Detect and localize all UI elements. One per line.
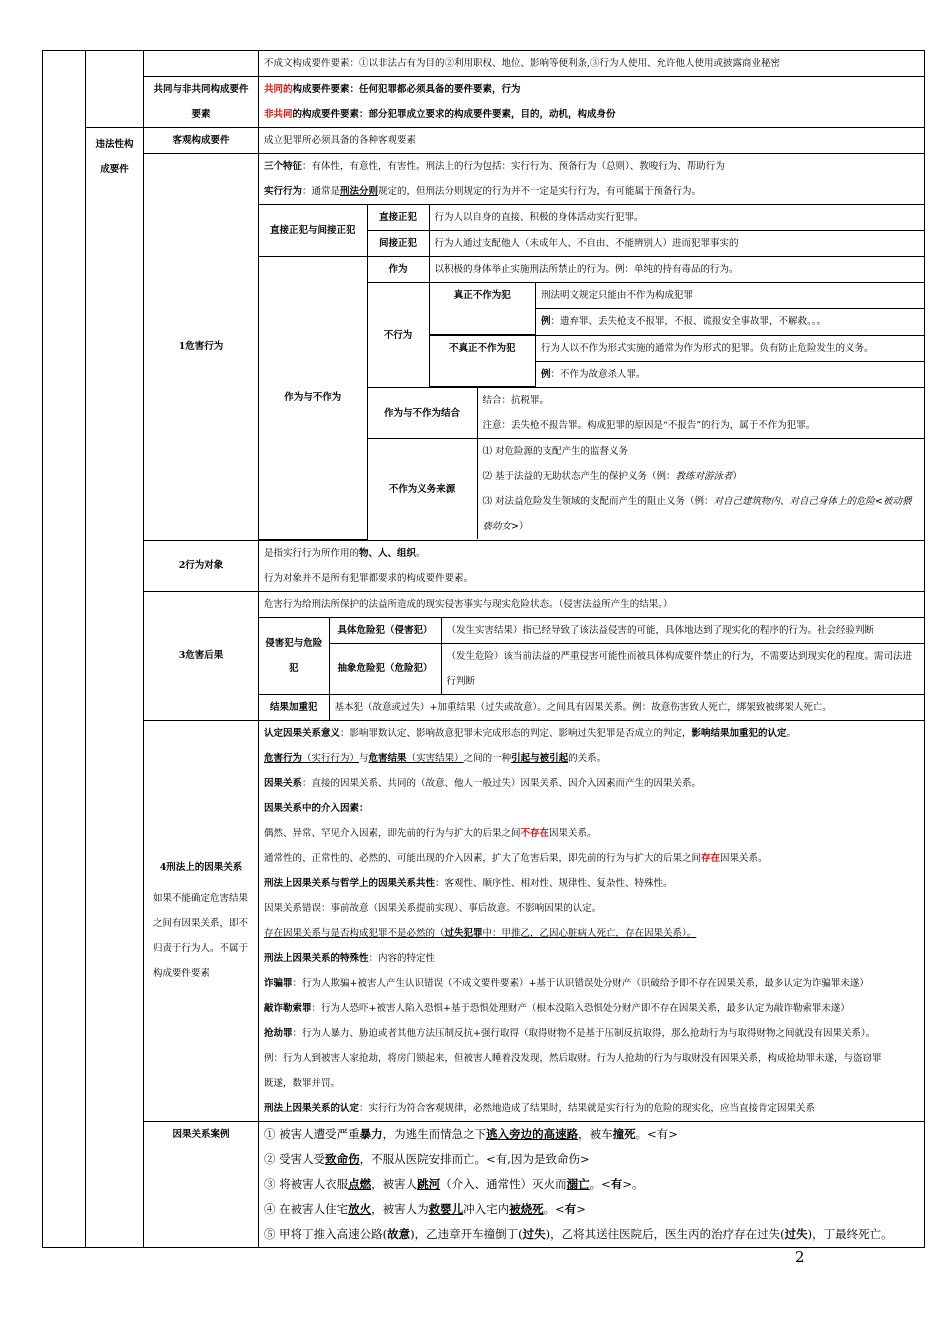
- false-omission-text: 行为人以不作为形式实施的通常为作为形式的犯罪。负有防止危险发生的义务。: [536, 336, 925, 362]
- row-three-features: 1危害行为 三个特征：有体性，有意性，有害性。刑法上的行为包括：实行行为、预备行为（总则）、教唆行为、帮助行为 实行行为：通常是刑法分则规定的，但刑法分则规定的行为并不一定是实行行为，有可能属于预备行为。: [43, 154, 925, 205]
- combo-line-2: 注意：丢失枪不报告罪。构成犯罪的原因是“不报告”的行为，属于不作为犯罪。: [482, 420, 816, 431]
- abstract-danger-label: 抽象危险犯（危险犯）: [329, 643, 441, 694]
- outer-col-2: [86, 51, 144, 128]
- cases-label: 因果关系案例: [144, 1121, 259, 1247]
- aggravated-label: 结果加重犯: [259, 694, 329, 720]
- concrete-danger-label: 具体危险犯（侵害犯）: [329, 617, 441, 643]
- direct-perpetrator-text: 行为人以自身的直接、积极的身体活动实行犯罪。: [429, 205, 924, 231]
- objective-elements-label: 客观构成要件: [144, 128, 259, 154]
- row-harm-result: [43, 591, 925, 720]
- row-unwritten-elements: [43, 51, 925, 77]
- combo-line-1: 结合：抗税罪。: [482, 395, 550, 406]
- duty-source-label: 不作为义务来源: [367, 439, 477, 540]
- causality-label: 4刑法上的因果关系: [159, 862, 243, 873]
- row-common-elements: 共同与非共同构成要件要素 共同的构成要件要素：任何犯罪都必须具备的要件要素，行为 非共同的构成要件要素：部分犯罪成立要求的构成要件要素，目的，动机，构成身份: [43, 77, 925, 128]
- harm-result-label: 3危害后果: [144, 591, 259, 720]
- aggravated-text: 基本犯（故意或过失）+加重结果（过失或故意）。之间具有因果关系。例：故意伤害致人死亡，绑架致被绑架人死亡。: [329, 694, 924, 720]
- common-elements-label: 共同与非共同构成要件要素: [144, 77, 259, 128]
- act-omission-label: 作为与不作为: [259, 257, 367, 540]
- true-omission-text: 刑法明文规定只能由不作为构成犯罪: [536, 283, 925, 309]
- indirect-perpetrator-label: 间接正犯: [367, 231, 429, 257]
- unwritten-elements-text: 不成文构成要件要素：①以非法占有为目的②利用职权、地位、影响等便利条,③行为人使用、允许他人使用或披露商业秘密: [259, 51, 925, 77]
- row-causality-cases: 因果关系案例 ① 被害人遭受严重暴力，为逃生而情急之下逃入旁边的高速路，被车撞死。<有> ② 受害人受致命伤，不服从医院安排而亡。<有,因为是致命伤> ③ 将被害人衣服点燃，被害人跳河（介入、通常性）灭火而溺亡。<有>。 ④ 在被害人住宅放火，被害人为救婴儿冲入宅内被烧死。<有> ⑤ 甲将丁推入高速公路(故意)，乙违章开车撞倒丁(过失)，乙将其送往医院后，医生丙的治疗存在过失(过失)，丁最终死亡。: [43, 1121, 925, 1247]
- outer-col-1: [43, 51, 86, 1248]
- causality-note: 如果不能确定危害结果之间有因果关系，即不归责于行为人。不属于构成要件要素: [153, 893, 249, 979]
- page-number: 2: [795, 1248, 805, 1266]
- abstract-danger-text: （发生危险）该当前法益的严重侵害可能性而被具体构成要件禁止的行为，不需要达到现实化的程度。需司法进行判断: [441, 643, 924, 694]
- true-omission-example: ：遗弃罪、丢失枪支不报罪，不报、谎报安全事故罪，不解救。。。: [550, 316, 827, 327]
- harm-result-definition: 危害行为给刑法所保护的法益所造成的现实侵害事实与现实危险状态。（侵害法益所产生的结果。）: [259, 592, 924, 618]
- criminal-law-table: [42, 50, 925, 1248]
- row-causality: 4刑法上的因果关系 如果不能确定危害结果之间有因果关系，即不归责于行为人。不属于构成要件要素 认定因果关系意义：影响罪数认定、影响故意犯罪未完成形态的判定、影响过失犯罪是否成立的判定，影响结果加重犯的认定。 危害行为（实行行为）与危害结果（实害结果）之间的一种引起与被引起的关系。 因果关系：直接的因果关系、共同的（故意、他人一般过失）因果关系、因介入因素而产生的因果关系。 因果关系中的介入因素： 偶然、异常、罕见介入因素，即先前的行为与扩大的后果之间不存在因果关系。 通常性的、正常性的、必然的、可能出现的介入因素，扩大了危害后果，即先前的行为与扩大的后果之间存在因果关系。 刑法上因果关系与哲学上的因果关系共性：客观性、顺序性、相对性、规律性、复杂性、特殊性。 因果关系错误：事前故意（因果关系提前实现）、事后故意。不影响因果的认定。 存在因果关系与是否构成犯罪不是必然的（过失犯罪中：甲推乙，乙因心脏病人死亡，存在因果关系）。 刑法上因果关系的特殊性：内容的特定性 诈骗罪：行为人欺骗+被害人产生认识错误（不成文要件要素）+基于认识错误处分财产（识破给予即不存在因果关系，最多认定为诈骗罪未遂） 敲诈勒索罪：行为人恐吓+被害人陷入恐惧+基于恐惧处理财产（根本没陷入恐惧处分财产即不存在因果关系，最多认定为敲诈勒索罪未遂） 抢劫罪：行为人暴力、胁迫或者其他方法压制反抗+强行取得（取得财物不是基于压制反抗取得，那么抢劫行为与取得财物之间就没有因果关系）。 例：行为人到被害人家抢劫，将房门锁起来，但被害人睡着没发现，然后取财。行为人抢劫的行为与取财没有因果关系，构成抢劫罪未遂，与盗窃罪 既遂，数罪并罚。 刑法上因果关系的认定：实行行为符合客观规律，必然地造成了结果时，结果就是实行行为的危险的现实化，应当直接肯定因果关系: [43, 720, 925, 1121]
- harm-danger-label: 侵害犯与危险犯: [259, 617, 329, 694]
- act-object-label: 2行为对象: [144, 540, 259, 591]
- act-text: 以积极的身体举止实施刑法所禁止的行为。例：单纯的持有毒品的行为。: [429, 257, 924, 283]
- direct-indirect-label: 直接正犯与间接正犯: [259, 205, 367, 257]
- true-omission-label: 真正不作为犯: [430, 283, 536, 334]
- false-omission-example: ：不作为故意杀人罪。: [550, 368, 646, 380]
- objective-elements-text: 成立犯罪所必须具备的各种客观要素: [259, 128, 925, 154]
- indirect-perpetrator-text: 行为人通过支配他人（未成年人、不自由、不能辨别人）进而犯罪事实的: [429, 231, 924, 257]
- harm-act-subtable: 直接正犯与间接正犯 直接正犯 行为人以自身的直接、积极的身体活动实行犯罪。 间接正犯 行为人通过支配他人（未成年人、不自由、不能辨别人）进而犯罪事实的 作为与不作为 作为 以积极的身体举止实施刑法所禁止的行为。例：单纯的持有毒品的行为。 不行为 真正不作为犯 刑法明文规定只能由不作为构成犯罪 例：遗弃罪、丢失枪支不报罪，不报、谎报安全事故罪，不解救。。。 不真正不作为犯 行为人以不作为形式实施的通常为作为形式的犯罪。负有防止危险发生的义务。 例：不作为故意杀人罪。 作为与不作为结合 结合：抗税罪。 注意：丢失枪不报告罪。构成犯罪的原因是“不报告”的行为，属于不作为犯罪。 不作为义务来源 ⑴ 对危险源的支配产生的监督义务 ⑵ 基于法益的无助状态产生的保护义务（例：教练对游泳者） ⑶ 对法益危险发生领域的支配而产生的阻止义务（例：对自己建筑物内、对自己身体上的危险<被动猥亵幼女>）: [259, 205, 924, 540]
- illegality-side-label: 违法性构成要件: [86, 128, 144, 1248]
- false-omission-label: 不真正不作为犯: [430, 336, 536, 387]
- duty-line-1: ⑴ 对危险源的支配产生的监督义务: [482, 446, 629, 457]
- row-objective-elements: [43, 128, 925, 154]
- act-label: 作为: [367, 257, 429, 283]
- combo-label: 作为与不作为结合: [367, 388, 477, 439]
- direct-perpetrator-label: 直接正犯: [367, 205, 429, 231]
- omission-label: 不行为: [367, 283, 429, 388]
- row-act-object: 2行为对象 是指实行行为所作用的物、人、组织。 行为对象并不是所有犯罪都要求的构成要件要素。: [43, 540, 925, 591]
- harm-act-label: 1危害行为: [144, 154, 259, 541]
- concrete-danger-text: （发生实害结果）指已经导致了该法益侵害的可能，具体地达到了现实化的程序的行为。社会经验判断: [441, 617, 924, 643]
